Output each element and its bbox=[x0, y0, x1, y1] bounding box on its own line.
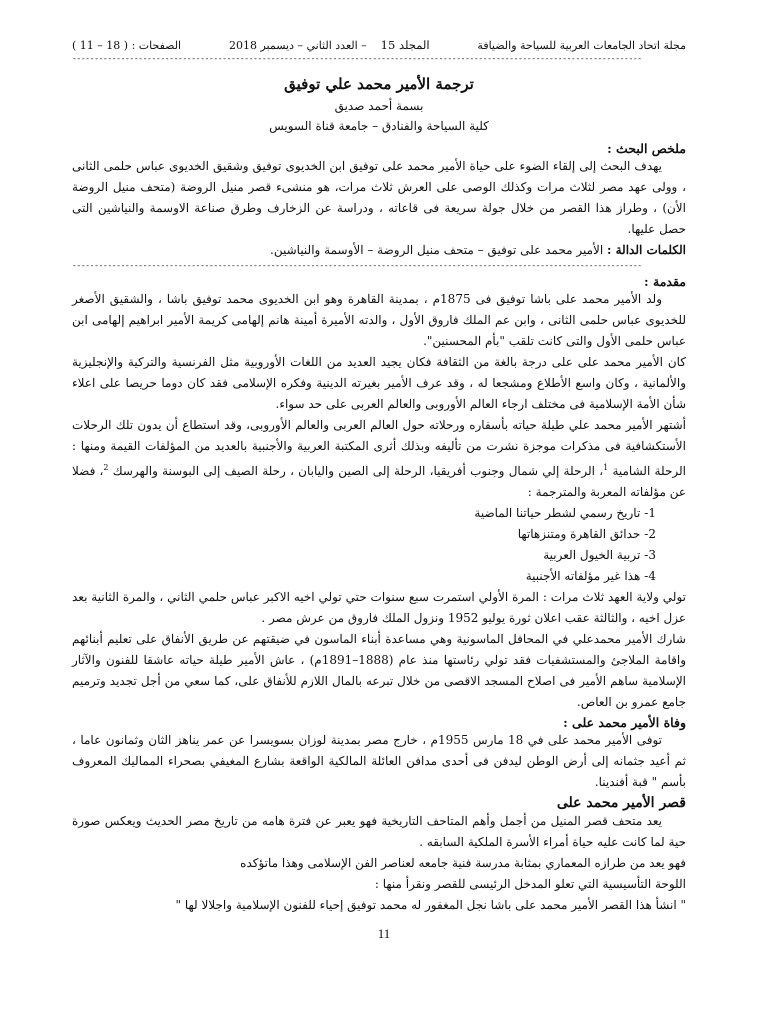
affiliation: كلية السياحة والفنادق – جامعة قناة السويس bbox=[269, 119, 489, 133]
intro-paragraph-3-part-a: أشتهر الأمير محمد علي طيلة حياته بأسفاره ورحلاته حول العالم العربى والعالم الأوروبى، وقد استطاع أن يدون تلك الرحلات الأستكشافية فى مذكرات موجزة نشرت من تأليفه وبذلك أثرى المكتبة العربية والأجنبية بالعديد من المؤلفات القيمة ومنها : الرحلة الشامية bbox=[72, 418, 686, 478]
palace-quote: " انشأ هذا القصر الأمير محمد على باشا نجل المغفور له محمد توفيق إحياء للفنون الإسلامية واجلالا لها " bbox=[175, 898, 686, 912]
palace-paragraph-2: فهو يعد من طرازه المعماري بمثابة مدرسة فنية جامعه لعناصر الفن الإسلامى وهذا ماتؤكده bbox=[240, 856, 686, 870]
intro-heading: مقدمة : bbox=[644, 274, 686, 289]
works-list bbox=[72, 503, 686, 587]
pages-label: الصفحات : bbox=[131, 38, 182, 52]
list-item-number: 3- bbox=[644, 548, 656, 562]
intro-paragraph-2: كان الأمير محمد على على درجة بالغة من الثقافة فكان يجيد العديد من اللغات الأوروبية مثل الفرنسية والتركية والإنجليزية والألمانية ، وكان واسع الأطلاع ومشجعا له ، وقد عرف الأمير بغيرته الدينية وفكره الإسلامى فقد كان دوما حريصا على اعلاء شأن الأمة الإسلامية فى مختلف ارجاء العالم الأوروبى والعالم العربى على حد سواء. bbox=[72, 355, 686, 411]
paper-page bbox=[72, 38, 686, 916]
volume-label: المجلد 15 bbox=[380, 38, 430, 52]
list-item bbox=[72, 503, 656, 524]
abstract-heading: ملخص البحث : bbox=[607, 141, 686, 156]
paper-title: ترجمة الأمير محمد علي توفيق bbox=[284, 75, 474, 93]
intro-paragraph-4: تولي ولاية العهد ثلاث مرات : المرة الأولي استمرت سبع سنوات حتي تولي اخيه الاكبر عباس حلمي الثاني ، والمرة الثانية بعد عزل اخيه ، والثالثة عقب اعلان ثورة يوليو 1952 ونزول الملك فاروق من عرش مصر . bbox=[72, 590, 686, 625]
list-item-number: 4- bbox=[644, 569, 656, 583]
intro-paragraph-3-part-c: ، فضلا عن مؤلفاته المعربة والمترجمة : bbox=[72, 464, 686, 499]
list-item-text: حدائق القاهرة ومتنزهاتها bbox=[517, 527, 641, 541]
abstract-text: يهدف البحث إلى إلقاء الضوء على حياة الأمير محمد على توفيق ابن الخديوى توفيق وشقيق الخديوى عباس حلمى الثانى ، وولى عهد مصر لثلاث مرات وكذلك الوصى على العرش ثلاث مرات، هو منشىء قصر منيل الروضة (متحف منيل الروضة الأن) ، وطراز هذا القصر من خلال جولة سريعة فى قاعاته ، ودراسة عن الزخارف وطرق صناعة الاوسمة والنياشين التى حصل عليها. bbox=[72, 159, 686, 236]
intro-paragraph-3 bbox=[72, 415, 686, 503]
running-header bbox=[72, 38, 686, 52]
list-item bbox=[72, 524, 656, 545]
keywords-label: الكلمات الدالة : bbox=[607, 243, 686, 257]
list-item-number: 2- bbox=[644, 527, 656, 541]
list-item bbox=[72, 566, 656, 587]
footnote-ref-2: 2 bbox=[103, 463, 109, 472]
journal-name: مجلة اتحاد الجامعات العربية للسياحة والضيافة bbox=[477, 38, 686, 52]
header-divider: --------------------------------------------------------------------------------------------------------------------------------- bbox=[72, 54, 642, 63]
pages-range: ( 11 – 18 ) bbox=[72, 38, 129, 52]
list-item-number: 1- bbox=[644, 506, 656, 520]
list-item-text: تربية الخيول العربية bbox=[543, 548, 641, 562]
footnote-ref-1: 1 bbox=[603, 463, 609, 472]
palace-paragraph-1: يعد متحف قصر المنيل من أجمل وأهم المتاحف التاريخية فهو يعبر عن فترة هامه من تاريخ مصر الحديث ويعكس صورة حية لما كانت عليه حياة أمراء الأسرة الملكية السابقه . bbox=[72, 814, 686, 849]
palace-heading: قصر الأمير محمد على bbox=[556, 795, 686, 811]
page-number: 11 bbox=[377, 926, 391, 941]
keywords-text: الأمير محمد على توفيق – متحف منيل الروضة – الأوسمة والنياشين. bbox=[270, 243, 604, 257]
author-name: بسمة أحمد صديق bbox=[334, 99, 424, 113]
volume-issue bbox=[229, 38, 430, 52]
pages-info bbox=[72, 39, 181, 52]
intro-paragraph-5: شارك الأمير محمدعلي في المحافل الماسونية وهي مساعدة أبناء الماسون في ضيقتهم عن طريق الأنفاق على تعليم أبنائهم واقامة الملاجئ والمستشفيات فقد تولي رئاستها منذ عام (1888–1891م) ، عاش الأمير طيلة حياته عاشقا للفنون والآثار الإسلامية ساهم الأمير فى اصلاح المسجد الاقصى من خلال تبرعه بالمال اللازم للأنفاق على، كما سعي من أجل تجديد وترميم جامع عمرو بن العاص. bbox=[72, 632, 686, 709]
list-item-text: هذا غير مؤلفاته الأجنبية bbox=[525, 569, 641, 583]
intro-paragraph-3-part-b: ، الرحلة إلي شمال وجنوب أفريقيا، الرحلة إلى الصين واليابان ، رحلة الصيف إلى البوسنة والهرسك bbox=[112, 464, 604, 478]
issue-label: – العدد الثاني – ديسمبر 2018 bbox=[228, 38, 367, 52]
section-divider: --------------------------------------------------------------------------------------------------------------------------------- bbox=[72, 261, 642, 270]
list-item bbox=[72, 545, 656, 566]
death-heading: وفاة الأمير محمد على : bbox=[563, 715, 686, 730]
keywords bbox=[72, 241, 686, 259]
palace-paragraph-3: اللوحة التأسيسية التي تعلو المدخل الرئيسى للقصر ونقرأ منها : bbox=[374, 877, 686, 891]
title-block bbox=[72, 75, 686, 133]
list-item-text: تاريخ رسمي لشطر حياتنا الماضية bbox=[474, 506, 641, 520]
intro-paragraph-1: ولد الأمير محمد على باشا توفيق فى 1875م ، بمدينة القاهرة وهو ابن الخديوى محمد توفيق باشا ، والشقيق الأصغر للخديوى عباس حلمى الثانى ، وابن عم الملك فاروق الأول ، والدته الأميرة أمينة هانم إلهامى كريمة الأمير ابراهيم إلهامى ابن عباس حلمى الأول والتى كانت تلقب "بأم المحسنين". bbox=[72, 292, 686, 348]
death-paragraph: توفى الأمير محمد على في 18 مارس 1955م ، خارج مصر بمدينة لوزان بسويسرا عن عمر يناهز الثان وثمانون عاما ، ثم أعيد جثمانه إلى أرض الوطن ليدفن فى أحدى مدافن العائلة المالكية الواقعة بشارع المغيفي بصحراء المماليك المعروف بأسم " قبة أفندينا. bbox=[72, 733, 686, 789]
